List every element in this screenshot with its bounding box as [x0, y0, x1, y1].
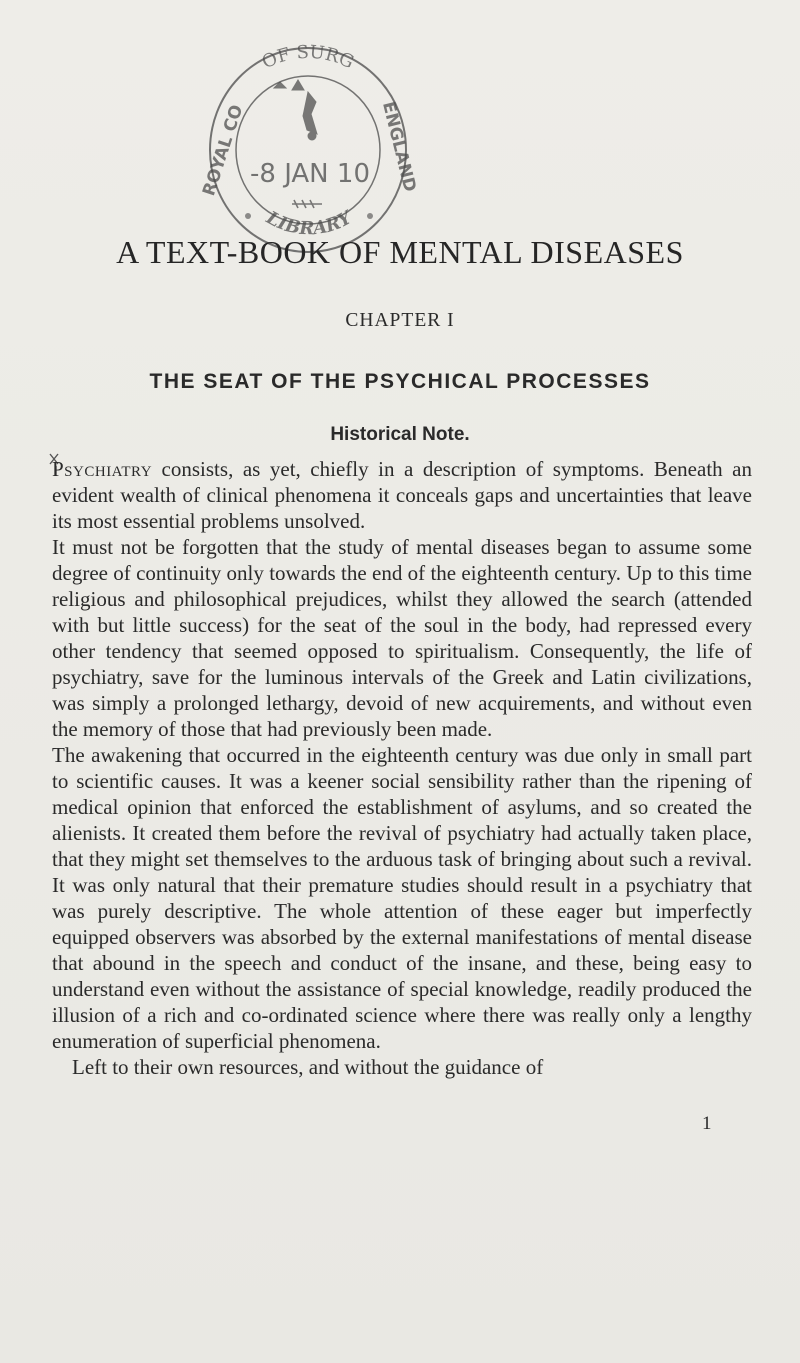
body-text [52, 456, 752, 1080]
stamp-bottom-arc: LIBRARY [262, 207, 356, 240]
page-number: 1 [702, 1113, 712, 1134]
chapter-title: THE SEAT OF THE PSYCHICAL PROCESSES [149, 370, 651, 393]
chapter-label: CHAPTER I [345, 310, 455, 331]
stamp-date: -8 JAN 10 [250, 159, 370, 189]
paragraph-lead: Psychiatry [52, 457, 153, 481]
paragraph [52, 534, 752, 742]
paragraph-text: consists, as yet, chiefly in a description of symptoms. Beneath an evident wealth of clinical phenomena it conceals gaps and uncertainties that leave its most essential problems unsolved. [52, 457, 752, 533]
stamp-top-arc: OF SURG [258, 41, 358, 74]
stamp-right-text: ENGLAND [378, 99, 420, 194]
paragraph [52, 742, 752, 1054]
book-title: A TEXT-BOOK OF MENTAL DISEASES [116, 234, 684, 270]
paragraph [52, 1054, 752, 1080]
paragraph [52, 456, 752, 534]
section-heading: Historical Note. [330, 424, 470, 445]
paragraph-text: It must not be forgotten that the study of mental diseases began to assume some degree of continuity only towards the end of the eighteenth century. Up to this time religious and philosophical prejudices, whilst they allowed the search (attended with but little success) for the seat of the soul in the body, had repressed every other tendency that seemed opposed to spiritualism. Consequently, the life of psychiatry, save for the luminous intervals of the Greek and Latin civilizations, was simply a prolonged lethargy, devoid of new acquirements, and without even the memory of those that had previously been made. [52, 535, 752, 741]
paragraph-text: Left to their own resources, and without the guidance of [72, 1055, 544, 1079]
stamp-left-text: ROYAL CO [199, 102, 248, 199]
paragraph-text: The awakening that occurred in the eighteenth century was due only in small part to scientific causes. It was a keener social sensibility rather than the ripening of medical opinion that enforced the establishment of asylums, and so created the alienists. It created them before the revival of psychiatry had actually taken place, that they might set themselves to the arduous task of bringing about such a revival. It was only natural that their premature studies should result in a psychiatry that was purely descriptive. The whole attention of these eager but imperfectly equipped observers was absorbed by the external manifestations of mental disease that abound in the speech and conduct of the insane, and these, being easy to understand even without the assistance of special knowledge, readily produced the illusion of a rich and co-ordinated science where there was really only a lengthy enumeration of superficial phenomena. [52, 743, 752, 1053]
